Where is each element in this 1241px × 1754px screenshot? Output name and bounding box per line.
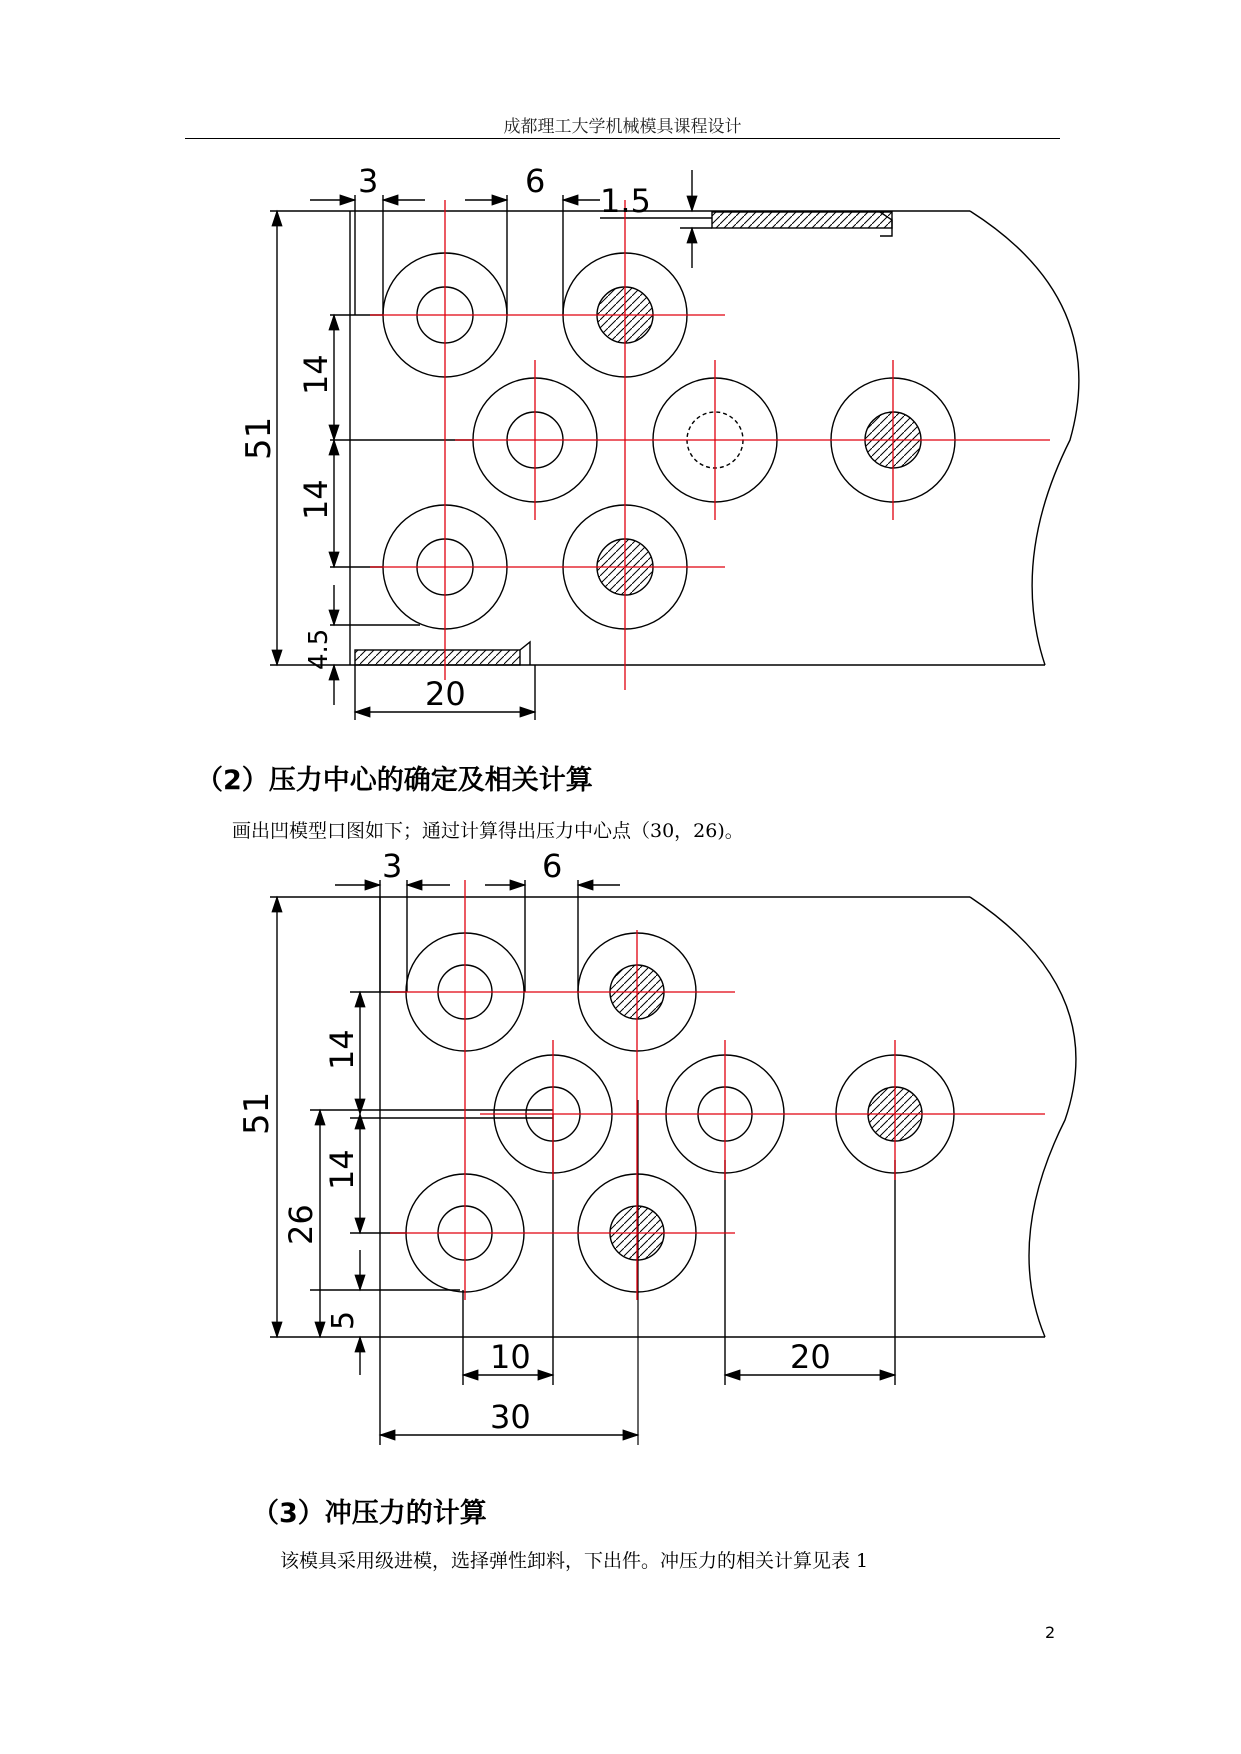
dim-label: 3 — [358, 162, 379, 200]
page-header: 成都理工大学机械模具课程设计 — [503, 117, 742, 137]
dim-label: 4.5 — [304, 628, 334, 670]
dim-label: 14 — [323, 1029, 361, 1070]
section-heading: （3）冲压力的计算 — [252, 1498, 487, 1529]
dim-label: 6 — [542, 847, 563, 885]
dim-label: 20 — [425, 675, 466, 713]
dim-label: 26 — [282, 1204, 320, 1245]
page-number: 2 — [1045, 1623, 1056, 1642]
dim-label: 30 — [490, 1398, 531, 1436]
dim-label: 6 — [525, 162, 546, 200]
paragraph: 该模具采用级进模，选择弹性卸料，下出件。冲压力的相关计算见表 1 — [280, 1550, 869, 1572]
dim-label: 20 — [790, 1338, 831, 1376]
paragraph: 画出凹模型口图如下；通过计算得出压力中心点（30，26)。 — [232, 820, 744, 842]
dim-label: 1.5 — [600, 182, 651, 220]
dim-label: 14 — [297, 479, 335, 520]
dim-label: 51 — [239, 416, 279, 460]
dim-label: 3 — [382, 847, 403, 885]
dim-label: 14 — [297, 354, 335, 395]
dim-label: 5 — [326, 1310, 361, 1330]
dim-label: 14 — [323, 1149, 361, 1190]
dim-label: 51 — [237, 1091, 277, 1135]
dim-label: 10 — [490, 1338, 531, 1376]
section-heading: （2）压力中心的确定及相关计算 — [196, 765, 593, 796]
